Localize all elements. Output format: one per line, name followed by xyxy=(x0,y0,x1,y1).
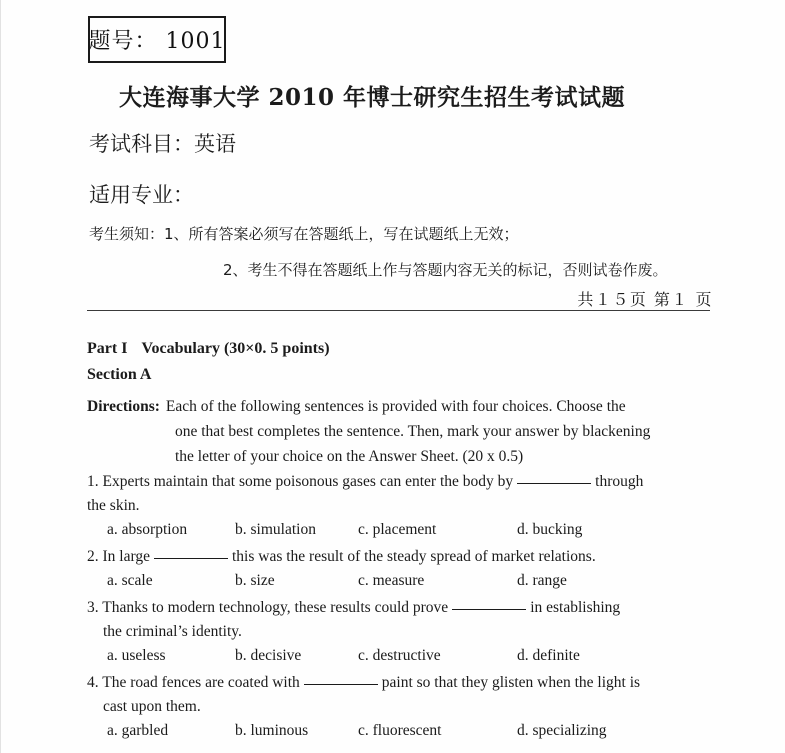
option-row xyxy=(87,569,735,593)
part-heading xyxy=(87,340,330,358)
question-item xyxy=(87,470,735,542)
directions-line-1 xyxy=(87,394,727,419)
option-row xyxy=(87,518,735,542)
exam-subject-line: 考试科目：英语 xyxy=(89,132,236,156)
question-stem-continuation: the criminal’s identity. xyxy=(103,623,242,640)
question-stem xyxy=(87,470,735,494)
page-counter: 共１５页 第１ 页 xyxy=(577,290,713,309)
option-a[interactable]: a. scale xyxy=(107,572,153,589)
question-stem xyxy=(87,596,735,620)
question-item xyxy=(87,596,735,668)
option-c[interactable]: c. placement xyxy=(358,521,437,538)
option-b[interactable]: b. size xyxy=(235,572,275,589)
applicable-major-line: 适用专业： xyxy=(89,183,194,207)
candidate-notice-line-1: 考生须知：1、所有答案必须写在答题纸上，写在试题纸上无效； xyxy=(89,225,519,243)
page-title: 大连海事大学 2010 年博士研究生招生考试试题 xyxy=(119,84,626,111)
directions-text-1: Each of the following sentences is provided with four choices. Choose the xyxy=(165,398,626,415)
question-text-after: through xyxy=(595,473,644,490)
question-stem-continuation: the skin. xyxy=(87,497,140,514)
question-text-after: this was the result of the steady spread of market relations. xyxy=(231,548,596,565)
question-text-before: Thanks to modern technology, these results could prove xyxy=(102,599,449,616)
option-b[interactable]: b. luminous xyxy=(235,722,309,739)
question-text-after: in establishing xyxy=(530,599,621,616)
directions-block xyxy=(87,394,727,469)
option-d[interactable]: d. specializing xyxy=(517,722,607,739)
option-b[interactable]: b. decisive xyxy=(235,647,302,664)
exam-code-text: 题号： 1001 xyxy=(88,29,226,54)
directions-line-3: the letter of your choice on the Answer Sheet. (20 x 0.5) xyxy=(175,448,524,465)
answer-blank[interactable] xyxy=(154,558,228,559)
exam-code-box xyxy=(88,16,226,63)
option-a[interactable]: a. absorption xyxy=(107,521,188,538)
option-d[interactable]: d. bucking xyxy=(517,521,583,538)
question-text-before: Experts maintain that some poisonous gases can enter the body by xyxy=(102,473,514,490)
question-number: 4. xyxy=(87,674,99,691)
question-number: 3. xyxy=(87,599,99,616)
question-text-after: paint so that they glisten when the light is xyxy=(381,674,641,691)
question-text-before: In large xyxy=(102,548,150,565)
answer-blank[interactable] xyxy=(452,609,526,610)
part-label: Part I xyxy=(87,340,128,357)
part-title: Vocabulary (30×0. 5 points) xyxy=(141,340,330,357)
question-stem xyxy=(87,671,735,695)
question-stem-continuation: cast upon them. xyxy=(103,698,201,715)
candidate-notice-line-2: 2、考生不得在答题纸上作与答题内容无关的标记，否则试卷作废。 xyxy=(223,261,668,279)
option-a[interactable]: a. garbled xyxy=(107,722,169,739)
question-list xyxy=(87,470,735,746)
question-stem xyxy=(87,545,735,569)
option-c[interactable]: c. destructive xyxy=(358,647,441,664)
option-row xyxy=(87,644,735,668)
question-number: 2. xyxy=(87,548,99,565)
directions-label: Directions: xyxy=(87,398,160,415)
option-row xyxy=(87,719,735,743)
option-b[interactable]: b. simulation xyxy=(235,521,316,538)
answer-blank[interactable] xyxy=(304,684,378,685)
option-c[interactable]: c. fluorescent xyxy=(358,722,442,739)
header-divider xyxy=(87,310,710,311)
option-d[interactable]: d. definite xyxy=(517,647,580,664)
directions-line-2: one that best completes the sentence. Then, mark your answer by blackening xyxy=(175,423,651,440)
question-item xyxy=(87,671,735,743)
option-a[interactable]: a. useless xyxy=(107,647,166,664)
section-heading: Section A xyxy=(87,366,152,383)
answer-blank[interactable] xyxy=(517,483,591,484)
option-c[interactable]: c. measure xyxy=(358,572,425,589)
option-d[interactable]: d. range xyxy=(517,572,567,589)
question-text-before: The road fences are coated with xyxy=(102,674,300,691)
question-item xyxy=(87,545,735,593)
question-number: 1. xyxy=(87,473,99,490)
